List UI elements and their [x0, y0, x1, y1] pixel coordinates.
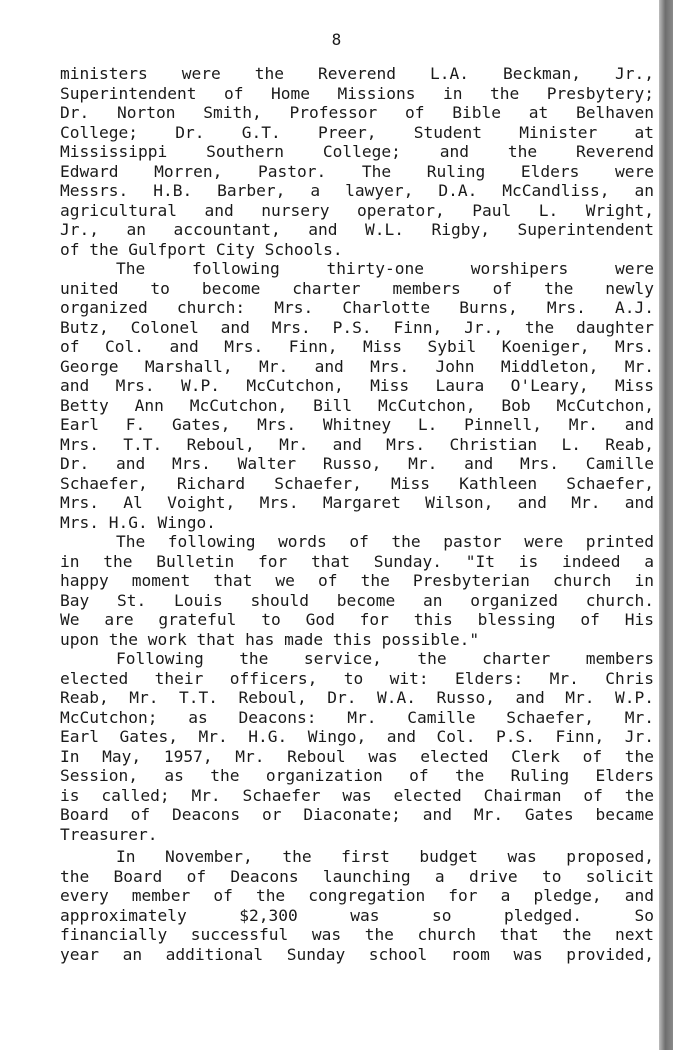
- text-line: united to become charter members of the newly: [60, 278, 654, 298]
- text-line: Session, as the organization of the Ruling Elders: [60, 766, 654, 785]
- text-line: the Board of Deacons launching a drive to solicit: [60, 866, 654, 886]
- text-line: The following thirty-one worshipers were: [116, 259, 654, 278]
- text-line: Superintendent of Home Missions in the Presbytery;: [60, 83, 654, 103]
- text-line: ministers were the Reverend L.A. Beckman, Jr.,: [60, 64, 654, 83]
- text-line: McCutchon; as Deacons: Mr. Camille Schaefer, Mr.: [60, 707, 654, 727]
- text-line: is called; Mr. Schaefer was elected Chairman of the: [60, 785, 654, 805]
- text-line: upon the work that has made this possible.": [60, 629, 480, 649]
- text-line: Jr., an accountant, and W.L. Rigby, Superintendent: [60, 220, 654, 239]
- text-line: Mrs. T.T. Reboul, Mr. and Mrs. Christian L. Reab,: [60, 434, 654, 454]
- text-line: Following the service, the charter members: [116, 649, 654, 668]
- paragraph-2: [60, 259, 654, 532]
- text-line: Butz, Colonel and Mrs. P.S. Finn, Jr., the daughter: [60, 317, 654, 337]
- text-line: Betty Ann McCutchon, Bill McCutchon, Bob McCutchon,: [60, 395, 654, 415]
- text-line: Edward Morren, Pastor. The Ruling Elders were: [60, 161, 654, 181]
- document-body: [60, 64, 654, 964]
- text-line: Reab, Mr. T.T. Reboul, Dr. W.A. Russo, and Mr. W.P.: [60, 688, 654, 707]
- scan-shadow-edge: [659, 0, 673, 1050]
- text-line: financially successful was the church that the next: [60, 925, 654, 944]
- text-line: Schaefer, Richard Schaefer, Miss Kathleen Schaefer,: [60, 473, 654, 493]
- text-line: Dr. and Mrs. Walter Russo, Mr. and Mrs. Camille: [60, 454, 654, 473]
- text-line: every member of the congregation for a pledge, and: [60, 886, 654, 905]
- text-line: In May, 1957, Mr. Reboul was elected Clerk of the: [60, 746, 654, 766]
- text-line: happy moment that we of the Presbyterian church in: [60, 571, 654, 590]
- text-line: Bay St. Louis should become an organized church.: [60, 590, 654, 610]
- text-line: Mrs. H.G. Wingo.: [60, 512, 216, 532]
- text-line: year an additional Sunday school room was provided,: [60, 944, 654, 964]
- text-line: Earl F. Gates, Mrs. Whitney L. Pinnell, Mr. and: [60, 415, 654, 434]
- text-line: We are grateful to God for this blessing of His: [60, 610, 654, 629]
- text-line: approximately $2,300 was so pledged. So: [60, 905, 654, 925]
- text-line: agricultural and nursery operator, Paul L. Wright,: [60, 200, 654, 220]
- text-line: Treasurer.: [60, 824, 158, 844]
- text-line: Mississippi Southern College; and the Reverend: [60, 142, 654, 161]
- text-line: In November, the first budget was proposed,: [116, 847, 654, 866]
- text-line: and Mrs. W.P. McCutchon, Miss Laura O'Leary, Miss: [60, 376, 654, 395]
- text-line: College; Dr. G.T. Preer, Student Minister at: [60, 122, 654, 142]
- paragraph-1: [60, 64, 654, 259]
- text-line: organized church: Mrs. Charlotte Burns, Mrs. A.J.: [60, 298, 654, 317]
- text-line: Messrs. H.B. Barber, a lawyer, D.A. McCandliss, an: [60, 181, 654, 200]
- text-line: The following words of the pastor were printed: [116, 532, 654, 551]
- text-line: Dr. Norton Smith, Professor of Bible at Belhaven: [60, 103, 654, 122]
- text-line: George Marshall, Mr. and Mrs. John Middleton, Mr.: [60, 356, 654, 376]
- text-line: of Col. and Mrs. Finn, Miss Sybil Koeniger, Mrs.: [60, 337, 654, 356]
- text-line: of the Gulfport City Schools.: [60, 239, 343, 259]
- paragraph-4: [60, 649, 654, 844]
- paragraph-5: [60, 847, 654, 964]
- text-line: in the Bulletin for that Sunday. "It is indeed a: [60, 551, 654, 571]
- text-line: Earl Gates, Mr. H.G. Wingo, and Col. P.S. Finn, Jr.: [60, 727, 654, 746]
- text-line: elected their officers, to wit: Elders: Mr. Chris: [60, 668, 654, 688]
- page-number: 8: [331, 30, 342, 49]
- text-line: Board of Deacons or Diaconate; and Mr. Gates became: [60, 805, 654, 824]
- paragraph-3: [60, 532, 654, 649]
- text-line: Mrs. Al Voight, Mrs. Margaret Wilson, and Mr. and: [60, 493, 654, 512]
